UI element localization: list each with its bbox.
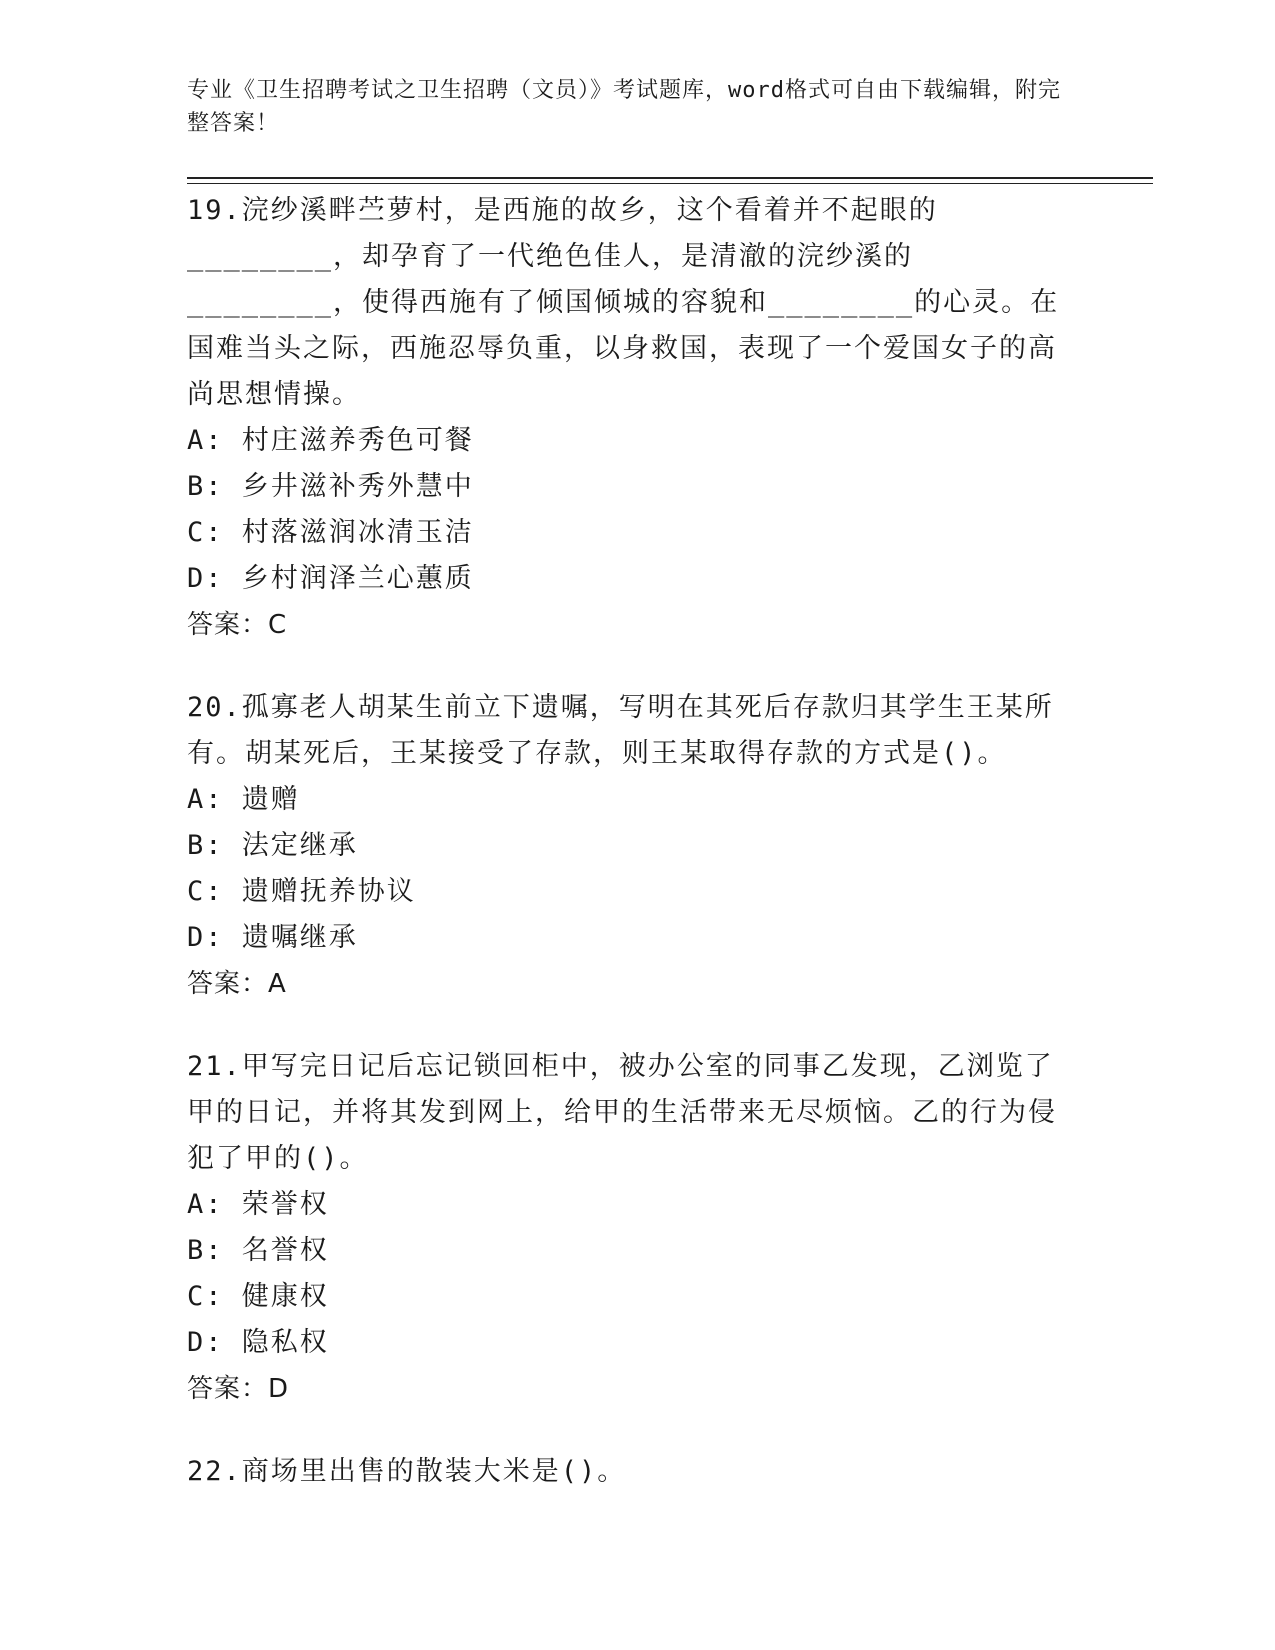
question-stem: 20.孤寡老人胡某生前立下遗嘱，写明在其死后存款归其学生王某所有。胡某死后，王某接受了存款，则王某取得存款的方式是()。: [187, 692, 1054, 769]
option-b: B: 法定继承: [187, 830, 358, 861]
option-b: B: 乡井滋补秀外慧中: [187, 471, 474, 502]
answer-line: 答案：A: [187, 969, 287, 999]
option-c: C: 遗赠抚养协议: [187, 876, 416, 907]
question-list: [187, 188, 1077, 1532]
option-a: A: 村庄滋养秀色可餐: [187, 425, 474, 456]
option-a: A: 遗赠: [187, 784, 300, 815]
option-c: C: 健康权: [187, 1281, 329, 1312]
option-d: D: 遗嘱继承: [187, 922, 358, 953]
option-d: D: 隐私权: [187, 1327, 329, 1358]
answer-line: 答案：D: [187, 1374, 290, 1404]
option-d: D: 乡村润泽兰心蕙质: [187, 563, 474, 594]
option-b: B: 名誉权: [187, 1235, 329, 1266]
option-a: A: 荣誉权: [187, 1189, 329, 1220]
question-stem: 19.浣纱溪畔苎萝村，是西施的故乡，这个看着并不起眼的________，却孕育了一代绝色佳人，是清澈的浣纱溪的________，使得西施有了倾国倾城的容貌和________的心灵。在国难当头之际，西施忍辱负重，以身救国，表现了一个爱国女子的高尚思想情操。: [187, 195, 1060, 410]
option-c: C: 村落滋润冰清玉洁: [187, 517, 474, 548]
header-rule-thin: [187, 183, 1153, 184]
question-stem: 22.商场里出售的散装大米是()。: [187, 1456, 627, 1487]
question-stem: 21.甲写完日记后忘记锁回柜中，被办公室的同事乙发现，乙浏览了甲的日记，并将其发到网上，给甲的生活带来无尽烦恼。乙的行为侵犯了甲的()。: [187, 1051, 1057, 1174]
header-rule-thick: [187, 177, 1153, 179]
question-21: [187, 1044, 1077, 1412]
question-22: [187, 1449, 1077, 1495]
question-19: [187, 188, 1077, 648]
question-20: [187, 685, 1077, 1007]
answer-line: 答案：C: [187, 610, 288, 640]
document-header: 专业《卫生招聘考试之卫生招聘（文员）》考试题库，word格式可自由下载编辑，附完整答案！: [187, 78, 1061, 136]
